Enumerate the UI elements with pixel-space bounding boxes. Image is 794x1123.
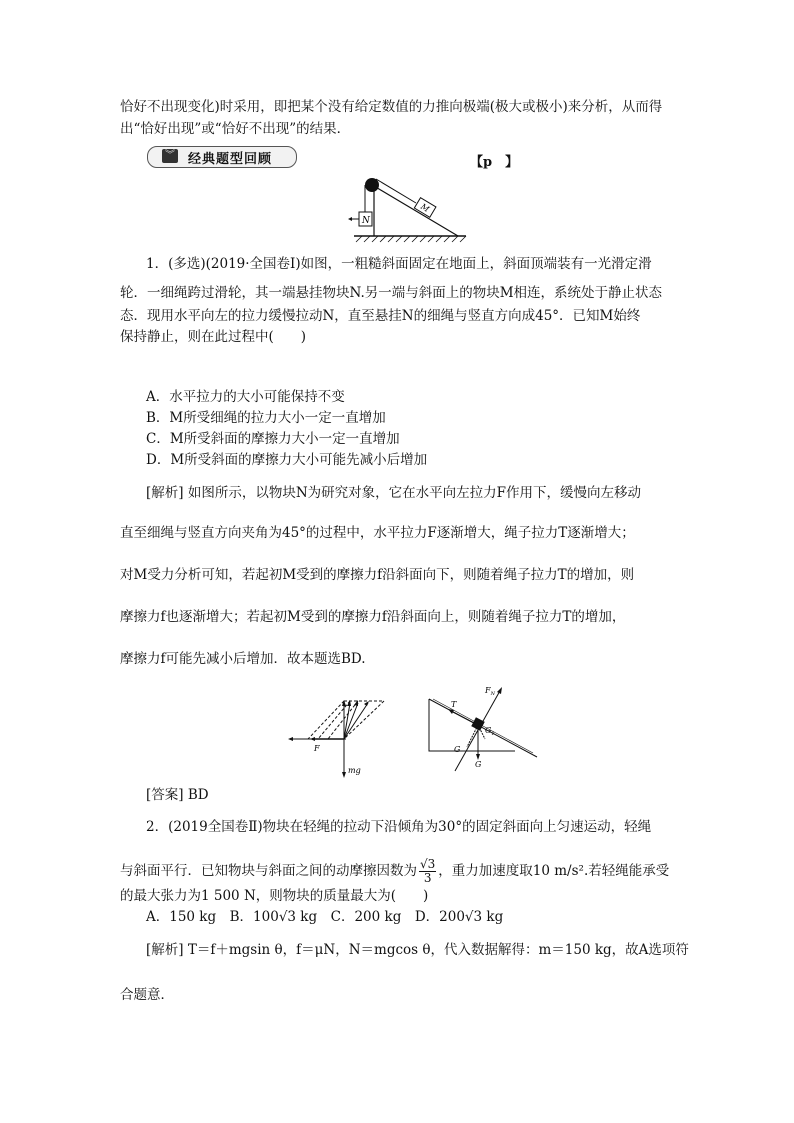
- q1-option-b: B．M所受细绳的拉力大小一定一直增加: [146, 410, 386, 426]
- q1-option-d: D．M所受斜面的摩擦力大小可能先减小后增加: [146, 452, 428, 468]
- pull-arrowhead: [348, 217, 352, 221]
- q1-option-c: C．M所受斜面的摩擦力大小一定一直增加: [146, 431, 400, 447]
- g2-vector: [467, 725, 478, 747]
- section-banner: [147, 146, 297, 168]
- q2-analysis-line-2: 合题意．: [120, 987, 174, 1003]
- mg-label: mg: [348, 766, 361, 775]
- g2-label: G: [454, 745, 461, 754]
- q1-answer: [答案] BD: [146, 787, 209, 803]
- ground-hatch: [356, 236, 466, 242]
- q2-line-1: 2．(2019全国卷Ⅱ)物块在轻绳的拉动下沿倾角为30°的固定斜面向上匀速运动，轻绳: [146, 819, 652, 835]
- intro-line-2: 出“恰好出现”或“恰好不出现”的结果．: [120, 121, 351, 137]
- q1-option-a: A．水平拉力的大小可能保持不变: [146, 389, 345, 405]
- figure-incline-forces: [423, 683, 543, 783]
- q2-line-2-post: ，重力加速度取10 m/s².若轻绳能承受: [438, 863, 670, 879]
- intro-line-1: 恰好不出现变化)时采用，即把某个没有给定数值的力推向极端(极大或极小)来分析，从而得: [120, 99, 663, 115]
- q2-line-2-pre: 与斜面平行．已知物块与斜面之间的动摩擦因数为: [120, 863, 417, 879]
- q1-line-4: 保持静止，则在此过程中( ): [120, 329, 307, 345]
- q1-line-2: 轮．一细绳跨过滑轮，其一端悬挂物块N.另一端与斜面上的物块M相连，系统处于静止状态: [120, 285, 663, 301]
- incline: [374, 186, 458, 236]
- q1-analysis-line-5: 摩擦力f可能先减小后增加．故本题选BD.: [120, 651, 366, 667]
- q1-line-1: 1．(多选)(2019·全国卷Ⅰ)如图，一粗糙斜面固定在地面上，斜面顶端装有一光滑定滑: [146, 256, 652, 272]
- block-m-label: M: [419, 201, 431, 214]
- figure-force-triangle: [288, 683, 398, 783]
- q1-analysis-line-4: 摩擦力f也逐渐增大；若起初M受到的摩擦力f沿斜面向上，则随着绳子拉力T的增加，: [120, 609, 626, 625]
- q2-line-3: 的最大张力为1 500 N，则物块的质量最大为( ): [120, 888, 429, 904]
- page-reference: 【p 】: [470, 155, 519, 170]
- incline-surface: [429, 699, 537, 757]
- q1-analysis-line-2: 直至细绳与竖直方向夹角为45°的过程中，水平拉力F逐渐增大，绳子拉力T逐渐增大；: [120, 525, 635, 541]
- g-label: G: [475, 760, 482, 769]
- t-label: T: [451, 700, 457, 709]
- fn-label: $F_N$: [485, 686, 495, 697]
- q2-analysis-line-1: [解析] T＝f＋mgsin θ，f＝μN，N＝mgcos θ，代入数据解得：m＝150 kg，故A选项符: [146, 942, 689, 958]
- chevron-down-icon: ︾: [162, 149, 178, 163]
- q1-analysis-line-1: [解析] 如图所示，以物块N为研究对象，它在水平向左拉力F作用下，缓慢向左移动: [146, 485, 642, 501]
- q1-line-3: 态．现用水平向左的拉力缓慢拉动N，直至悬挂N的细绳与竖直方向成45°．已知M始终: [120, 308, 641, 324]
- figure-incline-pulley: [348, 174, 468, 244]
- block-n-label: N: [362, 216, 370, 226]
- f-label: F: [314, 744, 320, 753]
- q2-options: A．150 kg B．100√3 kg C．200 kg D．200√3 kg: [146, 909, 504, 925]
- q2-line-2: [120, 858, 669, 885]
- fraction-numerator: √3: [420, 857, 436, 871]
- g1-label: $G_1$: [485, 726, 495, 737]
- section-title: 经典题型回顾: [188, 152, 273, 167]
- q1-analysis-line-3: 对M受力分析可知，若起初M受到的摩擦力f沿斜面向下，则随着绳子拉力T的增加，则: [120, 567, 635, 583]
- fraction-denominator: 3: [423, 871, 432, 885]
- friction-fraction: [419, 858, 436, 885]
